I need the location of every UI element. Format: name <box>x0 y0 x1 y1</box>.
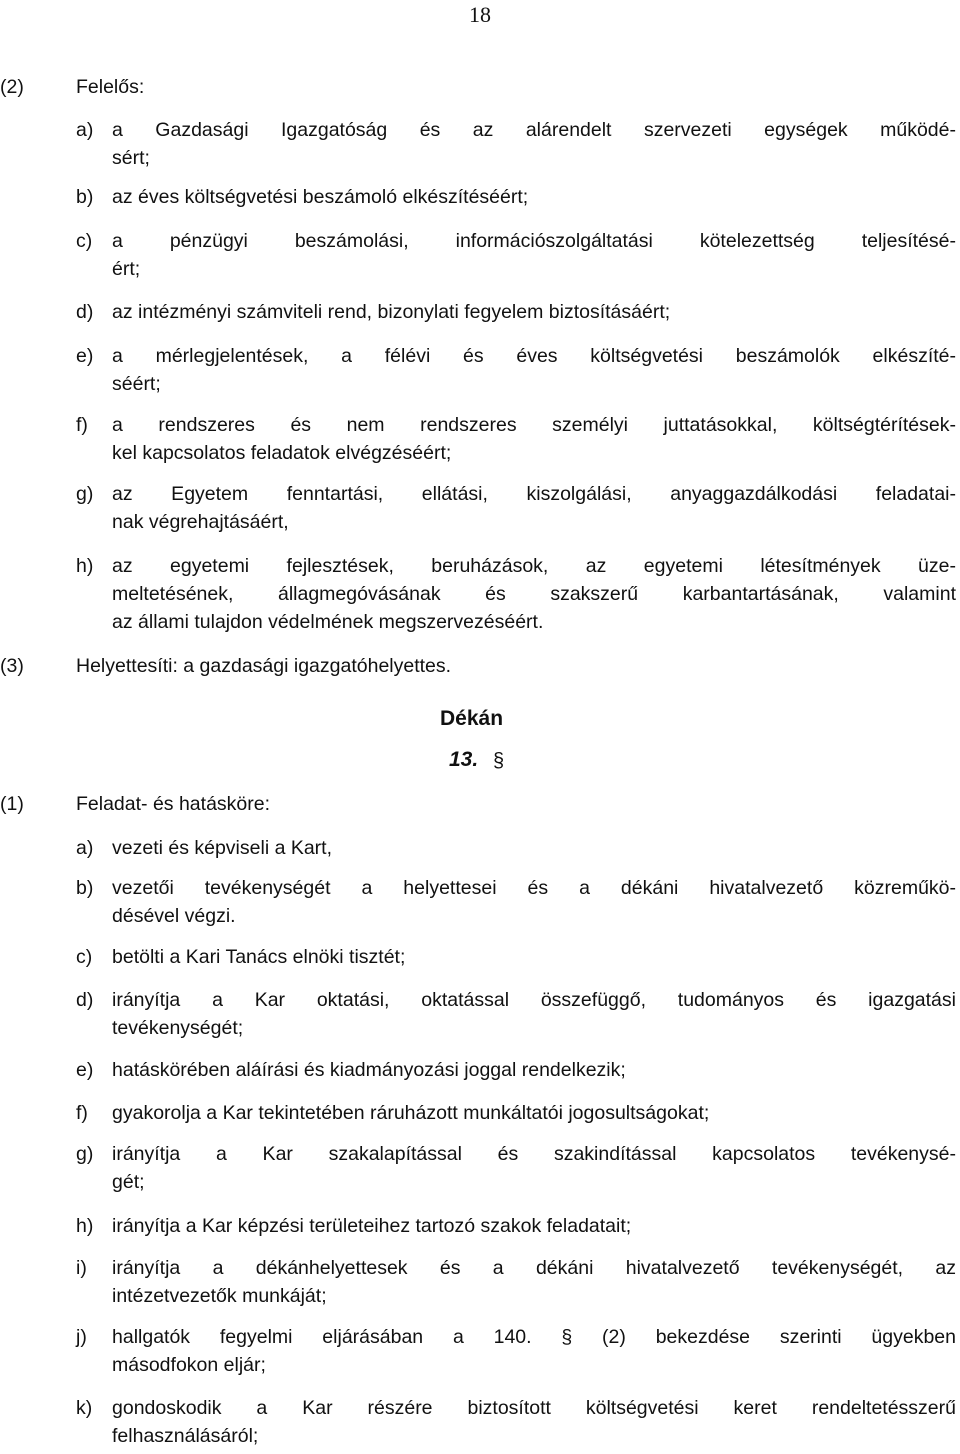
item-text <box>112 227 956 283</box>
item-label: e) <box>76 1059 94 1081</box>
item-label: c) <box>76 946 93 968</box>
item-text <box>112 1140 956 1196</box>
item-label: g) <box>76 1143 94 1165</box>
item-text-line: az éves költségvetési beszámoló elkészítéséért; <box>112 186 529 208</box>
item-text-line: a mérlegjelentések, a félévi és éves költségvetési beszámolók elkészíté- <box>112 345 956 367</box>
item-text <box>112 1099 956 1127</box>
item-text <box>112 986 956 1042</box>
item-text-line: kel kapcsolatos feladatok elvégzéséért; <box>112 442 452 464</box>
item-label: b) <box>76 186 94 208</box>
item-text-line: gét; <box>112 1171 145 1193</box>
item-text <box>112 1056 956 1084</box>
item-text-line: intézetvezetők munkáját; <box>112 1285 327 1307</box>
item-label: g) <box>76 483 94 505</box>
item-label: i) <box>76 1257 87 1279</box>
item-text-line: ért; <box>112 258 141 280</box>
item-text <box>112 874 956 930</box>
item-text-line: hatáskörében aláírási és kiadmányozási joggal rendelkezik; <box>112 1059 626 1081</box>
item-text-line: másodfokon eljár; <box>112 1354 266 1376</box>
item-label: d) <box>76 989 94 1011</box>
item-label: a) <box>76 119 94 141</box>
item-text <box>112 342 956 398</box>
item-label: c) <box>76 230 93 252</box>
item-text-line: betölti a Kari Tanács elnöki tisztét; <box>112 946 406 968</box>
section-title: Feladat- és hatásköre: <box>76 793 271 815</box>
item-label: b) <box>76 877 94 899</box>
item-text <box>112 411 956 467</box>
item-label: d) <box>76 301 94 323</box>
item-text-line: tevékenységét; <box>112 1017 244 1039</box>
item-text-line: irányítja a Kar szakalapítással és szakindítással kapcsolatos tevékenysé- <box>112 1143 956 1165</box>
item-text <box>112 943 956 971</box>
item-label: f) <box>76 414 88 436</box>
item-text <box>112 1212 956 1240</box>
item-text-line: az intézményi számviteli rend, bizonylati fegyelem biztosításáért; <box>112 301 671 323</box>
item-text <box>112 834 956 862</box>
item-text-line: vezeti és képviseli a Kart, <box>112 837 333 859</box>
paragraph-number: 13. <box>449 748 479 771</box>
section-number: (1) <box>0 793 24 815</box>
item-label: k) <box>76 1397 93 1419</box>
item-text-line: gondoskodik a Kar részére biztosított költségvetési keret rendeltetésszerű <box>112 1397 956 1419</box>
page-number: 18 <box>469 2 491 27</box>
section-number: (3) <box>0 655 24 677</box>
item-label: h) <box>76 555 94 577</box>
item-text-line: hallgatók fegyelmi eljárásában a 140. § (2) bekezdése szerinti ügyekben <box>112 1326 956 1348</box>
section-sign: § <box>493 750 505 772</box>
item-text-line: a Gazdasági Igazgatóság és az alárendelt szervezeti egységek működé- <box>112 119 956 141</box>
item-text-line: a rendszeres és nem rendszeres személyi juttatásokkal, költségtérítések- <box>112 414 956 436</box>
item-text <box>112 116 956 172</box>
item-text-line: felhasználásáról; <box>112 1425 259 1447</box>
section-title: Felelős: <box>76 76 145 98</box>
item-text-line: vezetői tevékenységét a helyettesei és a dékáni hivatalvezető közreműkö- <box>112 877 956 899</box>
section-number: (2) <box>0 76 24 98</box>
item-text-line: irányítja a Kar oktatási, oktatással összefüggő, tudományos és igazgatási <box>112 989 956 1011</box>
item-text-line: désével végzi. <box>112 905 236 927</box>
item-text <box>112 552 956 636</box>
item-text <box>112 1323 956 1379</box>
item-text-line: irányítja a dékánhelyettesek és a dékáni hivatalvezető tevékenységét, az <box>112 1257 956 1279</box>
item-text-line: az egyetemi fejlesztések, beruházások, az egyetemi létesítmények üze- <box>112 555 956 577</box>
item-text-line: irányítja a Kar képzési területeihez tartozó szakok feladatait; <box>112 1215 632 1237</box>
item-text-line: a pénzügyi beszámolási, információszolgáltatási kötelezettség teljesítésé- <box>112 230 956 252</box>
section-heading: Dékán <box>440 707 504 730</box>
item-text-line: az állami tulajdon védelmének megszervezéséért. <box>112 611 544 633</box>
substitute-text: Helyettesíti: a gazdasági igazgatóhelyettes. <box>76 655 452 677</box>
item-label: f) <box>76 1102 88 1124</box>
item-text <box>112 1394 956 1450</box>
item-text-line: nak végrehajtásáért, <box>112 511 289 533</box>
item-label: a) <box>76 837 94 859</box>
item-text-line: meltetésének, állagmegóvásának és szakszerű karbantartásának, valamint <box>112 583 956 605</box>
item-label: h) <box>76 1215 94 1237</box>
item-text-line: az Egyetem fenntartási, ellátási, kiszolgálási, anyaggazdálkodási feladatai- <box>112 483 956 505</box>
item-text-line: sért; <box>112 147 150 169</box>
item-text <box>112 183 956 211</box>
item-text <box>112 480 956 536</box>
item-text <box>112 1254 956 1310</box>
item-text-line: gyakorolja a Kar tekintetében ráruházott munkáltatói jogosultságokat; <box>112 1102 710 1124</box>
item-text-line: séért; <box>112 373 161 395</box>
item-label: j) <box>76 1326 87 1348</box>
item-label: e) <box>76 345 94 367</box>
item-text <box>112 298 956 326</box>
